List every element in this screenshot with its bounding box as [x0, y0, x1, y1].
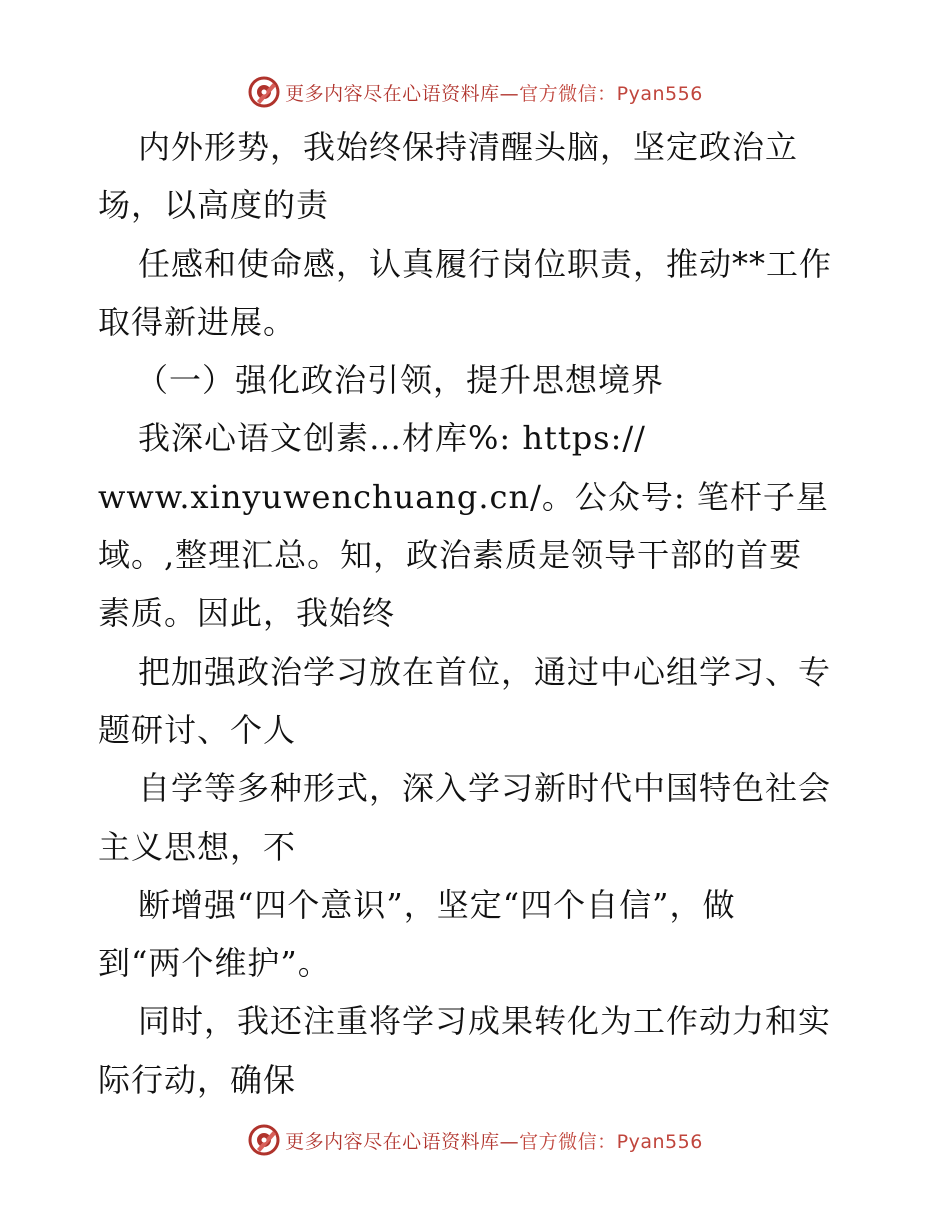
body-line: 任感和使命感，认真履行岗位职责，推动**工作	[138, 244, 833, 283]
body-line: 题研讨、个人	[98, 710, 297, 749]
banner-main: 更多内容尽在心语资料库	[285, 82, 500, 105]
body-line: 内外形势，我始终保持清醒头脑，坚定政治立	[138, 128, 799, 166]
body-line: 我深心语文创素…材库%: https://	[138, 419, 646, 458]
body-line: 际行动，确保	[98, 1060, 297, 1099]
banner-text	[285, 79, 703, 106]
body-line: 自学等多种形式，深入学习新时代中国特色社会	[138, 769, 832, 808]
body-line: 主义思想，不	[98, 827, 297, 866]
logo-icon	[247, 75, 281, 109]
header-banner	[0, 72, 950, 112]
document-body	[98, 118, 858, 1109]
body-line: 域。,整理汇总。知，政治素质是领导干部的首要	[98, 536, 803, 575]
body-line: www.xinyuwenchuang.cn/。公众号: 笔杆子星	[98, 477, 829, 516]
banner-text	[285, 1127, 703, 1154]
body-line: 断增强“四个意识”，坚定“四个自信”，做	[138, 885, 736, 924]
body-line: 到“两个维护”。	[98, 944, 331, 983]
banner-wechat: 官方微信：Pyan556	[519, 82, 703, 105]
body-line: 同时，我还注重将学习成果转化为工作动力和实	[138, 1002, 832, 1041]
banner-wechat: 官方微信：Pyan556	[519, 1130, 703, 1153]
body-line: 取得新进展。	[98, 302, 297, 341]
section-heading: （一）强化政治引领，提升思想境界	[136, 361, 665, 400]
logo-icon	[247, 1123, 281, 1157]
body-line: 素质。因此，我始终	[98, 594, 396, 633]
body-line: 场，以高度的责	[98, 186, 330, 225]
body-line: 把加强政治学习放在首位，通过中心组学习、专	[138, 652, 832, 691]
footer-banner	[0, 1120, 950, 1160]
banner-separator: —	[499, 1130, 520, 1153]
banner-main: 更多内容尽在心语资料库	[285, 1130, 500, 1153]
banner-separator: —	[499, 82, 520, 105]
